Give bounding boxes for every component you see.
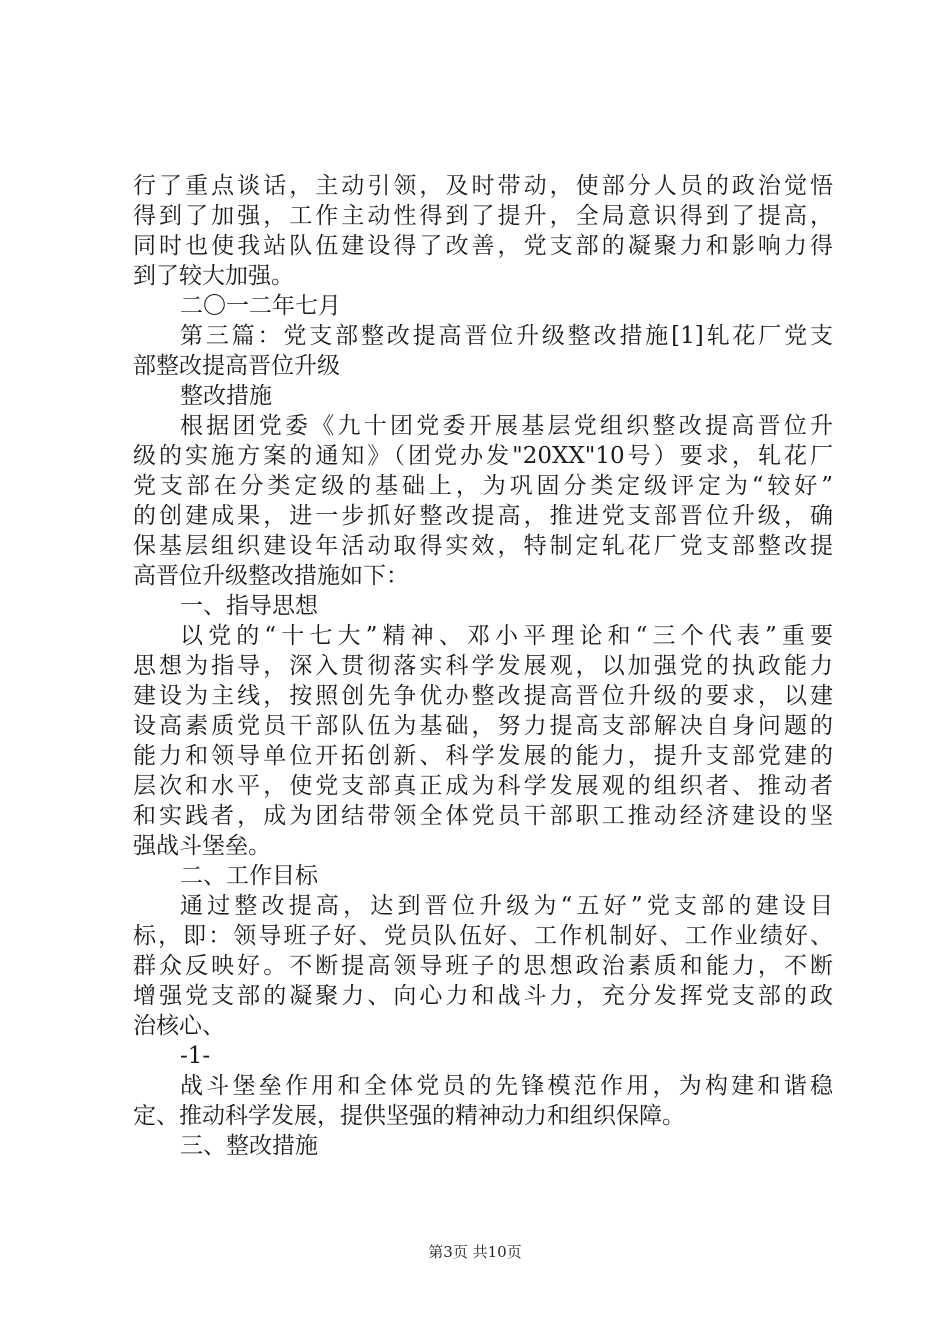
text-line: 战斗堡垒作用和全体党员的先锋模范作用，为构建和谐稳 (180, 1073, 833, 1099)
text-line: 治核心、 (133, 1013, 225, 1039)
text-line: 行了重点谈话，主动引领，及时带动，使部分人员的政治觉悟 (133, 173, 833, 199)
text-line: 党支部在分类定级的基础上，为巩固分类定级评定为“较好” (133, 473, 833, 499)
text-line: 强战斗堡垒。 (133, 833, 271, 859)
subtitle: 整改措施 (180, 383, 272, 409)
text-line: 设高素质党员干部队伍为基础，努力提高支部解决自身问题的 (133, 713, 833, 739)
text-line: 保基层组织建设年活动取得实效，特制定轧花厂党支部整改提 (133, 533, 833, 559)
text-line: 根据团党委《九十团党委开展基层党组织整改提高晋位升 (180, 413, 833, 439)
text-line: 的创建成果，进一步抓好整改提高，推进党支部晋位升级，确 (133, 503, 833, 529)
date-line: 二〇一二年七月 (180, 293, 341, 319)
heading-work-goals: 二、工作目标 (180, 863, 318, 889)
heading-guiding-ideology: 一、指导思想 (180, 593, 318, 619)
text-line: 能力和领导单位开拓创新、科学发展的能力，提升支部党建的 (133, 743, 833, 769)
heading-rectification-measures: 三、整改措施 (180, 1133, 318, 1159)
text-line: 定、推动科学发展，提供坚强的精神动力和组织保障。 (133, 1103, 685, 1129)
text-line: 到了较大加强。 (133, 263, 294, 289)
text-line: 级的实施方案的通知》（团党办发"20XX"10号）要求，轧花厂 (133, 443, 833, 469)
text-line: 通过整改提高，达到晋位升级为“五好”党支部的建设目 (180, 893, 833, 919)
section-title-continued: 部整改提高晋位升级 (133, 353, 340, 379)
text-line: 群众反映好。不断提高领导班子的思想政治素质和能力，不断 (133, 953, 833, 979)
text-line: 和实践者，成为团结带领全体党员干部职工推动经济建设的坚 (133, 803, 833, 829)
inline-page-number: -1- (180, 1043, 211, 1069)
text-line: 高晋位升级整改措施如下： (133, 563, 409, 589)
page-footer: 第3页 共10页 (428, 1243, 522, 1261)
text-line: 得到了加强，工作主动性得到了提升，全局意识得到了提高， (133, 203, 833, 229)
text-line: 增强党支部的凝聚力、向心力和战斗力，充分发挥党支部的政 (133, 983, 833, 1009)
document-body (133, 171, 833, 1161)
text-line: 以党的“十七大”精神、邓小平理论和“三个代表”重要 (180, 623, 833, 649)
text-line: 层次和水平，使党支部真正成为科学发展观的组织者、推动者 (133, 773, 833, 799)
text-line: 思想为指导，深入贯彻落实科学发展观，以加强党的执政能力 (133, 653, 833, 679)
text-line: 同时也使我站队伍建设得了改善，党支部的凝聚力和影响力得 (133, 233, 833, 259)
text-line: 建设为主线，按照创先争优办整改提高晋位升级的要求，以建 (133, 683, 833, 709)
text-line: 标，即：领导班子好、党员队伍好、工作机制好、工作业绩好、 (133, 923, 833, 949)
section-title: 第三篇：党支部整改提高晋位升级整改措施[1]轧花厂党支 (180, 323, 833, 349)
